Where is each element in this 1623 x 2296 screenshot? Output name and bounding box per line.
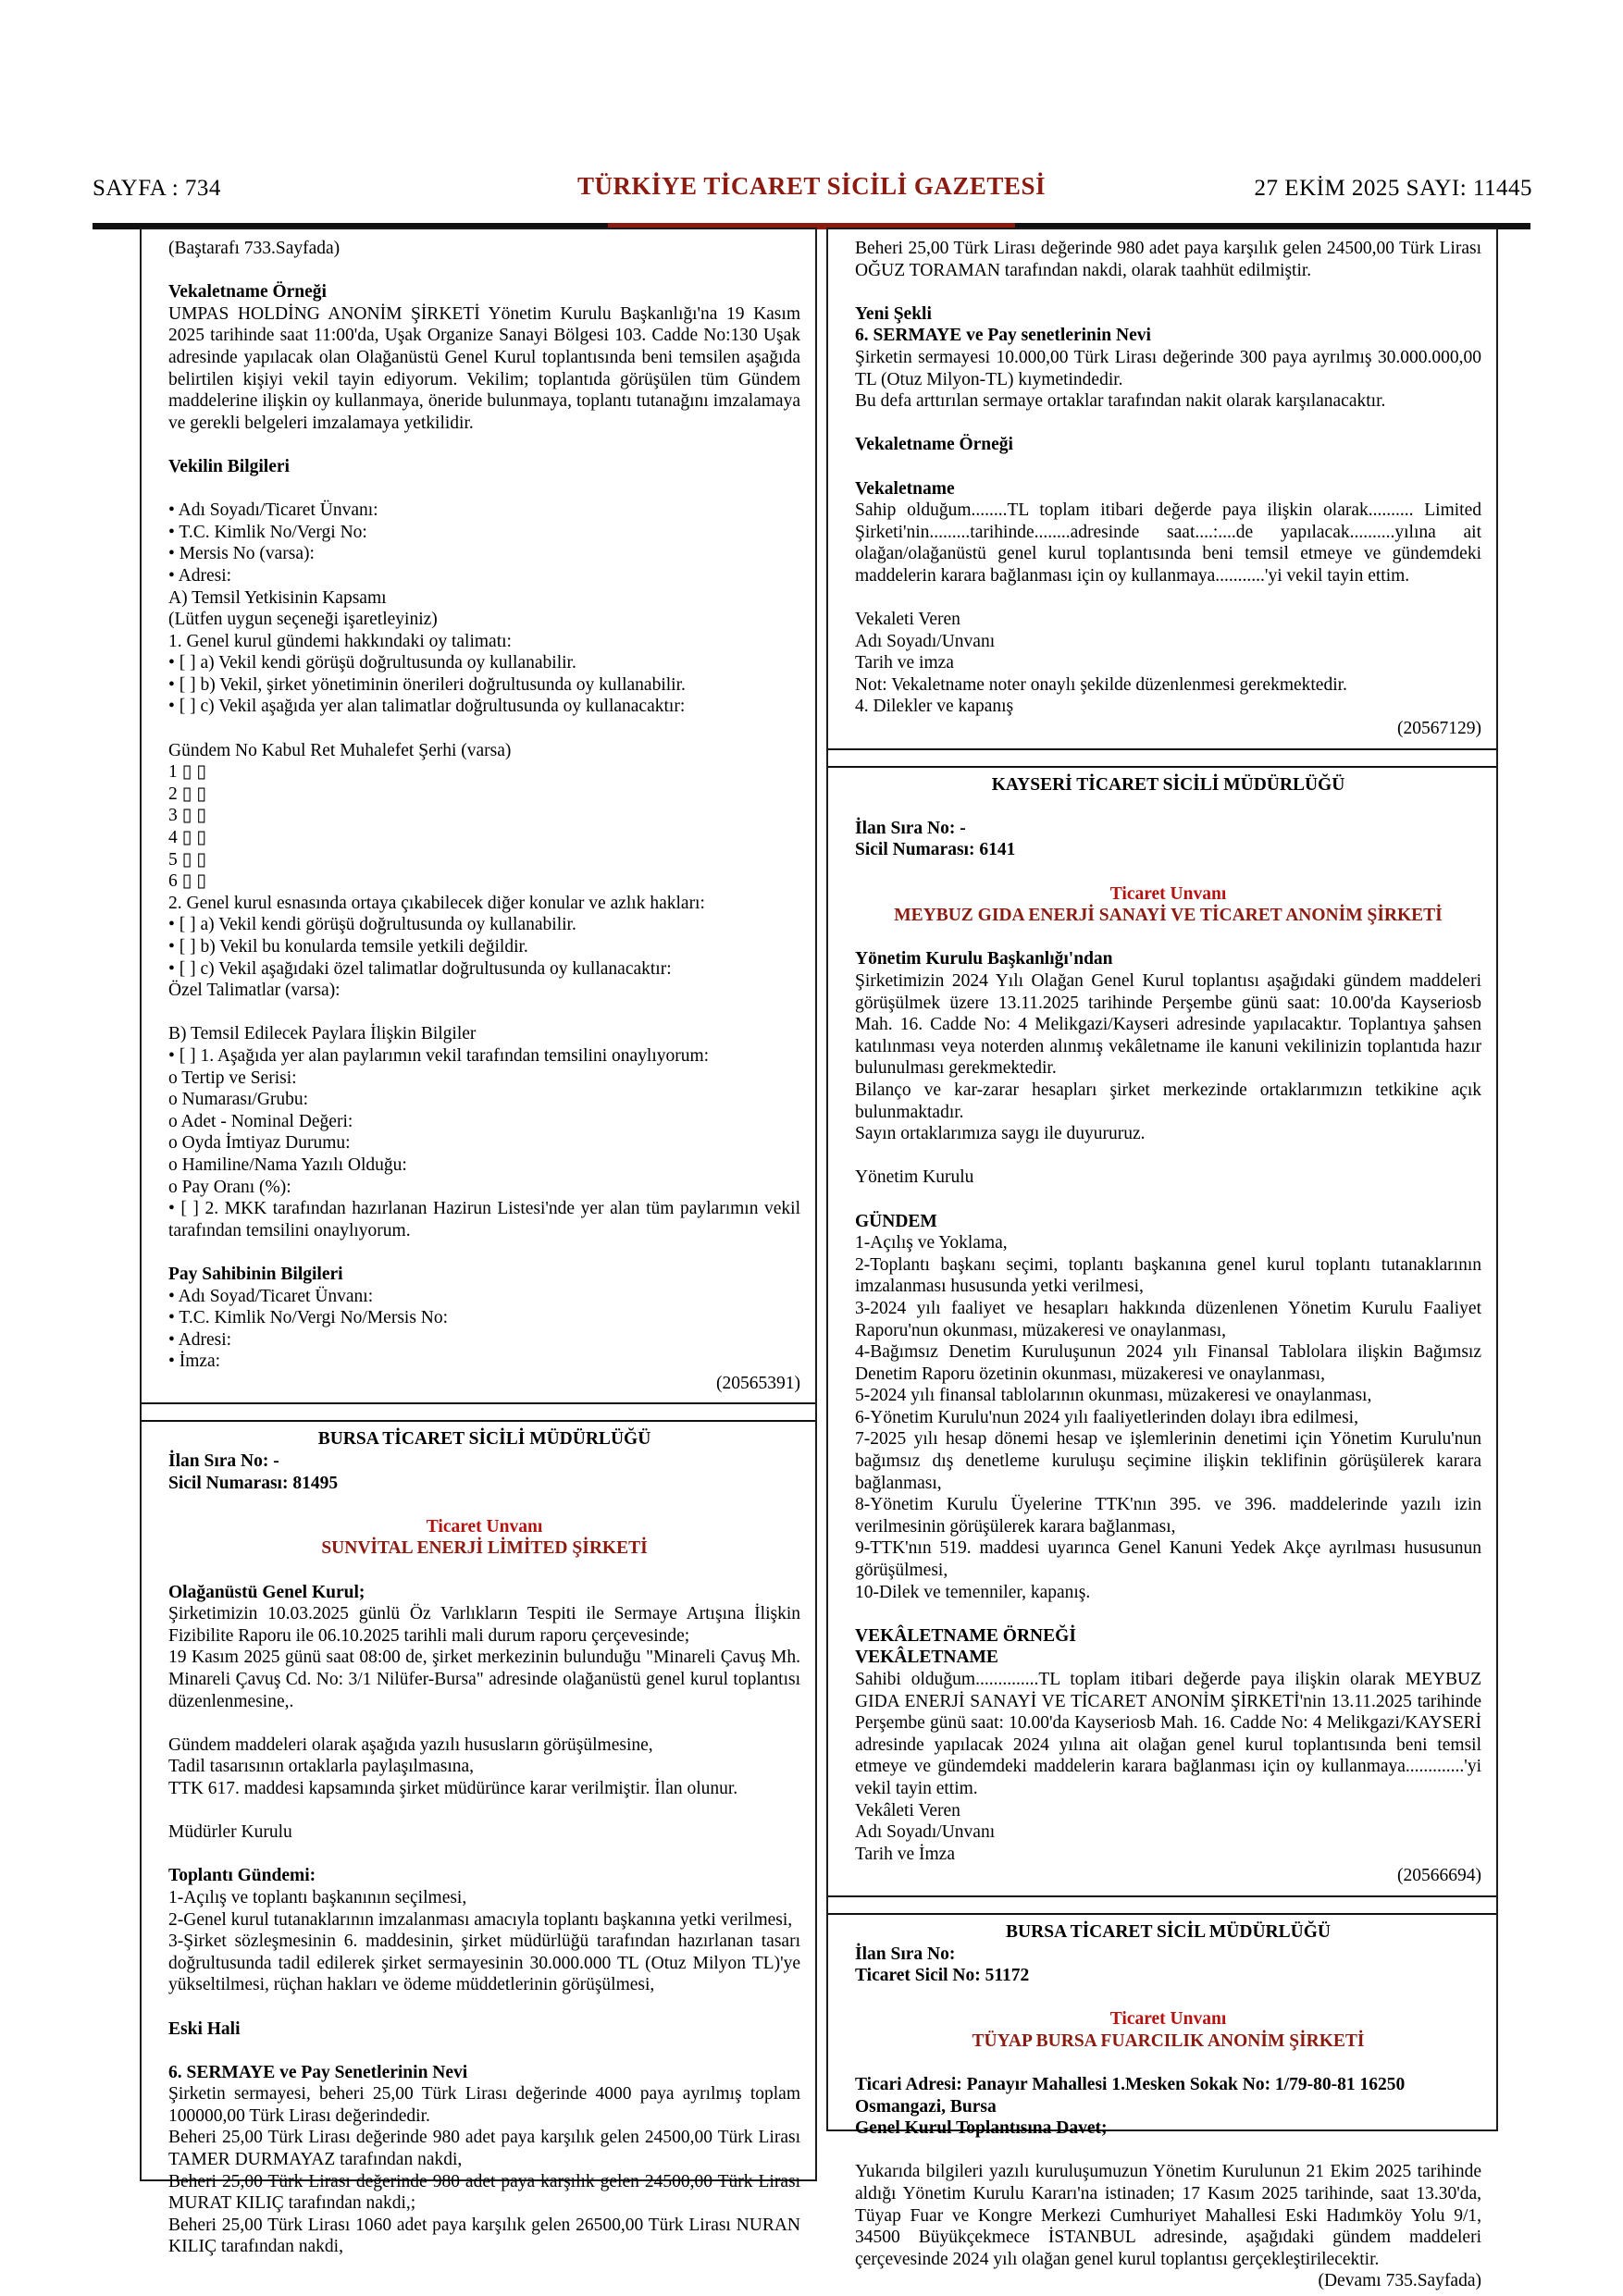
spacer [855,1603,1481,1625]
paragraph: Bilanço ve kar-zarar hesapları şirket merkezinde ortaklarımızın tetkikine açık bulunmaktadır. [855,1080,1481,1122]
page-number-label: SAYFA : 734 [93,176,221,201]
section-heading: Vekaletname Örneği [855,435,1013,455]
spacer [855,456,1481,478]
section-heading: Ticari Adresi: Panayır Mahallesi 1.Mesken Sokak No: 1/79-80-81 16250 Osmangazi, Bursa [855,2075,1406,2117]
text-line: A) Temsil Yetkisinin Kapsamı [168,587,387,608]
paragraph: 3-2024 yılı faaliyet ve hesapları hakkında düzenlenen Yönetim Kurulu Faaliyet Raporu'nun okunması, müzakeresi ve onaylanması, [855,1298,1481,1340]
paragraph: Gündem maddeleri olarak aşağıda yazılı hususların görüşülmesine, [168,1734,653,1755]
paragraph: Sahibi olduğum..............TL toplam itibari değerde paya ilişkin olarak MEYBUZ GIDA ENERJİ SANAYİ VE TİCARET ANONİM ŞİRKETİ'nin 13.11.2025 tarihinde Perşembe günü saat: 10.00'da Kayseriosb Mah. 16. Cadde No: 4 Melikgazi/KAYSERİ adresinde yapılacak 2024 yılına ait olağan genel kurul toplantısında beni temsil etmeye ve gündemdeki maddelerin karara bağlanması için oy kullanmaya.............'yi vekil tayin ettim. [855,1670,1481,1798]
spacer [168,2040,800,2062]
paragraph: Sayın ortaklarımıza saygı ile duyururuz. [855,1124,1146,1144]
paragraph: 7-2025 yılı hesap dönemi hesap ve işlemlerinin denetimi için Yönetim Kurulu'nun bağımsız dış denetleme kuruluşu seçimine ilişkin teklifinin görüşülerek karara bağlanması, [855,1429,1481,1493]
section-heading: İlan Sıra No: - [168,1451,279,1472]
text-line: 4 ▯ ▯ [168,828,206,848]
section-heading: Pay Sahibinin Bilgileri [168,1264,343,1284]
paragraph: Beheri 25,00 Türk Lirası değerinde 980 adet paya karşılık gelen 24500,00 Türk Lirası MURAT KILIÇ tarafından nakdi,; [168,2171,800,2214]
announcement-number: (20566694) [1397,1866,1481,1886]
section-heading: Sicil Numarası: 6141 [855,840,1016,860]
issue-date-label: 27 EKİM 2025 SAYI: 11445 [1254,176,1532,201]
spacer [855,281,1481,303]
text-line: Gündem No Kabul Ret Muhalefet Şerhi (varsa) [168,740,512,760]
section-heading: Vekaletname [855,478,955,499]
registry-office-title: BURSA TİCARET SİCİLİ MÜDÜRLÜĞÜ [317,1429,651,1450]
spacer [168,1800,800,1822]
text-line: • [ ] a) Vekil kendi görüşü doğrultusunda oy kullanabilir. [168,915,576,935]
section-divider [828,1895,1496,1915]
section-heading: GÜNDEM [855,1211,937,1231]
text-line: Tarih ve imza [855,653,954,673]
paragraph: 2. Genel kurul esnasında ortaya çıkabilecek diğer konular ve azlık hakları: [168,893,705,913]
text-line: 10-Dilek ve temenniler, kapanış. [855,1582,1091,1602]
text-line: • Adı Soyadı/Ticaret Ünvanı: [168,500,378,521]
paragraph: Şirketin sermayesi 10.000,00 Türk Lirası değerinde 300 paya ayrılmış 30.000.000,00 TL (Otuz Milyon-TL) kıymetindedir. [855,347,1481,389]
text-line: 3 ▯ ▯ [168,806,206,826]
spacer [168,1844,800,1866]
spacer [855,796,1481,818]
text-line: 1-Açılış ve toplantı başkanının seçilmesi, [168,1887,467,1907]
section-heading: Yönetim Kurulu Başkanlığı'ndan [855,949,1113,969]
text-line: o Pay Oranı (%): [168,1177,291,1197]
paragraph: 19 Kasım 2025 günü saat 08:00 de, şirket merkezinin bulunduğu "Minareli Çavuş Mh. Minareli Çavuş Cd. No: 3/1 Nilüfer-Bursa" adresinde olağanüstü genel kurul toplantısı düzenlenmesine,. [168,1648,800,1711]
spacer [168,1494,800,1516]
text-line: o Adet - Nominal Değeri: [168,1111,353,1131]
section-heading: Sicil Numarası: 81495 [168,1473,339,1493]
spacer [168,478,800,500]
trade-name-label: Ticaret Unvanı [426,1516,543,1537]
section-heading: Ticaret Sicil No: 51172 [855,1966,1030,1986]
text-line: • [ ] b) Vekil bu konularda temsile yetkili değildir. [168,937,528,957]
section-heading: Vekaletname Örneği [168,282,327,302]
announcement-number: (20565391) [716,1373,800,1393]
spacer [168,434,800,456]
section-heading: Genel Kurul Toplantısına Davet; [855,2118,1108,2139]
section-heading: Yeni Şekli [855,303,932,324]
masthead-title: TÜRKİYE TİCARET SİCİLİ GAZETESİ [577,172,1046,200]
paragraph: Beheri 25,00 Türk Lirası değerinde 980 adet paya karşılık gelen 24500,00 Türk Lirası OĞUZ TORAMAN tarafından nakdi, olarak taahhüt edilmiştir. [855,239,1481,280]
text-line: o Oyda İmtiyaz Durumu: [168,1133,351,1154]
paragraph: UMPAS HOLDİNG ANONİM ŞİRKETİ Yönetim Kurulu Başkanlığı'na 19 Kasım 2025 tarihinde saat 11:00'da, Uşak Organize Sanayi Bölgesi 103. Cadde No:130 Uşak adresinde yapılacak olan Olağanüstü Genel Kurul toplantısında beni temsilen aşağıda belirtilen kişiyi vekil tayin ediyorum. Vekilim; toplantıda görüşülen tüm Gündem maddelerine ilişkin oy kullanmaya, öneride bulunmaya, toplantı tutanağını imzalamaya ve gerekli belgeleri imzalamaya yetkilidir. [168,303,800,433]
spacer [168,718,800,740]
paragraph: Şirketimizin 10.03.2025 günlü Öz Varlıkların Tespiti ile Sermaye Artışına İlişkin Fizibilite Raporu ile 06.10.2025 tarihli mali durum raporu çerçevesinde; [168,1604,800,1646]
announcement-number: (20567129) [1397,719,1481,739]
spacer [855,413,1481,435]
paragraph: Şirketimizin 2024 Yılı Olağan Genel Kurul toplantısı aşağıdaki gündem maddeleri görüşülmek üzere 13.11.2025 tarihinde Perşembe günü saat: 10.00'da Kayseriosb Mah. 16. Cadde No: 4 Melikgazi/Kayseri adresinde yapılacaktır. Toplantıya şahsen katılınması veya noterden alınmış vekâletname ile kanuni vekilinizin toplantıda hazır bulunulması gerekmektedir. [855,971,1481,1079]
text-line: 1 ▯ ▯ [168,762,206,783]
text-line: 5 ▯ ▯ [168,849,206,870]
paragraph: Şirketin sermayesi, beheri 25,00 Türk Lirası değerinde 4000 paya ayrılmış toplam 100000,00 Türk Lirası değerindedir. [168,2084,800,2126]
paragraph: 8-Yönetim Kurulu Üyelerine TTK'nın 395. ve 396. maddelerinde yazılı izin verilmesinin görüşülerek karara bağlanması, [855,1495,1481,1537]
text-line: • Mersis No (varsa): [168,544,315,564]
paragraph: 6-Yönetim Kurulu'nun 2024 yılı faaliyetlerinden dolayı ibra edilmesi, [855,1407,1358,1427]
section-heading: Toplantı Gündemi: [168,1866,316,1886]
company-name: SUNVİTAL ENERJİ LİMİTED ŞİRKETİ [321,1538,648,1559]
paragraph: 5-2024 yılı finansal tablolarının okunması, müzakeresi ve onaylanması, [855,1386,1372,1406]
paragraph: 3-Şirket sözleşmesinin 6. maddesinin, şirket müdürlüğü tarafından hazırlanan tasarı doğrultusunda tadil edilerek şirket sermayesinin 30.000.000 TL (Otuz Milyon TL)'ye yükseltilmesi, rüçhan hakları ve ödeme müddetlerinin görüşülmesi, [168,1932,800,1995]
section-divider [142,1402,815,1422]
text-line: o Hamiline/Nama Yazılı Olduğu: [168,1154,407,1175]
spacer [168,1560,800,1582]
text-line: Yönetim Kurulu [855,1167,974,1188]
left-column [140,228,817,2257]
text-line: (Lütfen uygun seçeneği işaretleyiniz) [168,610,438,630]
text-line: 6 ▯ ▯ [168,871,206,892]
paragraph: • [ ] 2. MKK tarafından hazırlanan Hazirun Listesi'nde yer alan tüm paylarımın vekil tarafından temsilini onaylıyorum. [168,1199,800,1241]
text-line: Özel Talimatlar (varsa): [168,981,341,1001]
text-line: o Numarası/Grubu: [168,1090,309,1110]
announcement-number: (Devamı 735.Sayfada) [1318,2271,1481,2291]
text-line: • T.C. Kimlik No/Vergi No: [168,522,367,542]
paragraph: Sahip olduğum........TL toplam itibari değerde paya ilişkin olarak.......... Limited Şirketi'nin.........tarihinde........adresinde saat....:....de yapılacak..........yılına ait olağan/olağanüstü genel kurul toplantısında beni temsil etmeye ve gündemdeki maddelerin karara bağlanması için oy kullanmaya...........'yi vekil tayin ettim. [855,500,1481,586]
spacer [855,2053,1481,2075]
paragraph: 9-TTK'nın 519. maddesi uyarınca Genel Kanuni Yedek Akçe ayrılması hususunun görüşülmesi, [855,1538,1481,1581]
section-heading: 6. SERMAYE ve Pay senetlerinin Nevi [855,326,1151,346]
spacer [855,1145,1481,1167]
text-line: (Baştarafı 733.Sayfada) [168,239,341,258]
text-line: 1. Genel kurul gündemi hakkındaki oy talimatı: [168,631,512,651]
company-name: TÜYAP BURSA FUARCILIK ANONİM ŞİRKETİ [972,2031,1365,2051]
paragraph: Beheri 25,00 Türk Lirası değerinde 980 adet paya karşılık gelen 24500,00 Türk Lirası TAMER DURMAYAZ tarafından nakdi, [168,2128,800,2170]
paragraph: 4-Bağımsız Denetim Kuruluşunun 2024 yılı Finansal Tablolara ilişkin Bağımsız Denetim Raporu özetinin okunması, müzakeresi ve onaylanması, [855,1342,1481,1384]
text-line: Adı Soyadı/Unvanı [855,631,996,651]
text-line: • Adresi: [168,565,232,586]
section-heading: İlan Sıra No: [855,1944,956,1964]
spacer [168,1002,800,1024]
text-line: • İmza: [168,1352,221,1372]
text-line: 2 ▯ ▯ [168,784,206,804]
text-line: Müdürler Kurulu [168,1822,292,1843]
text-line: Not: Vekaletname noter onaylı şekilde düzenlenmesi gerekmektedir. [855,674,1347,695]
spacer [855,1987,1481,2009]
paragraph: 2-Genel kurul tutanaklarının imzalanması amacıyla toplantı başkanına yetki verilmesi, [168,1909,793,1930]
registry-office-title: KAYSERİ TİCARET SİCİLİ MÜDÜRLÜĞÜ [991,774,1345,795]
text-line: • T.C. Kimlik No/Vergi No/Mersis No: [168,1308,449,1328]
paragraph: TTK 617. maddesi kapsamında şirket müdürünce karar verilmiştir. İlan olunur. [168,1778,738,1798]
paragraph: Beheri 25,00 Türk Lirası 1060 adet paya karşılık gelen 26500,00 Türk Lirası NURAN KILIÇ tarafından nakdi, [168,2215,800,2257]
spacer [855,1189,1481,1211]
spacer [855,2140,1481,2162]
text-line: • [ ] b) Vekil, şirket yönetiminin önerileri doğrultusunda oy kullanabilir. [168,674,686,695]
spacer [168,1712,800,1734]
section-heading: Olağanüstü Genel Kurul; [168,1582,365,1602]
paragraph: Yukarıda bilgileri yazılı kuruluşumuzun Yönetim Kurulunun 21 Ekim 2025 tarihinde aldığı Yönetim Kurulu Kararı'na istinaden; 17 Kasım 2025 tarihinde, saat 13.30'da, Tüyap Fuar ve Kongre Merkezi Cumhuriyet Mahallesi Eski Hadımköy Yolu 9/1, 34500 Büyükçekmece İSTANBUL adresinde, aşağıdaki gündem maddeleri çerçevesinde 2024 yılı olağan genel kurul toplantısı gerçekleştirilecektir. [855,2162,1481,2269]
spacer [855,861,1481,883]
text-line: o Tertip ve Serisi: [168,1068,297,1088]
text-line: Vekâleti Veren [855,1800,960,1821]
section-divider [828,748,1496,768]
text-line: Vekaleti Veren [855,610,960,630]
trade-name-label: Ticaret Unvanı [1109,2009,1227,2030]
paragraph: Tadil tasarısının ortaklarla paylaşılmasına, [168,1757,475,1777]
section-heading: Vekilin Bilgileri [168,456,290,476]
paragraph: Bu defa arttırılan sermaye ortaklar tarafından nakit olarak karşılanacaktır. [855,391,1386,412]
text-line: Tarih ve İmza [855,1844,955,1864]
text-line: • [ ] c) Vekil aşağıdaki özel talimatlar doğrultusunda oy kullanacaktır: [168,958,672,979]
text-line: B) Temsil Edilecek Paylara İlişkin Bilgiler [168,1024,477,1044]
section-heading: İlan Sıra No: - [855,818,966,838]
text-line: • Adresi: [168,1329,232,1350]
text-line: 4. Dilekler ve kapanış [855,697,1014,717]
registry-office-title: BURSA TİCARET SİCİL MÜDÜRLÜĞÜ [1006,1921,1331,1942]
text-line: • [ ] c) Vekil aşağıda yer alan talimatlar doğrultusunda oy kullanacaktır: [168,697,686,717]
section-heading: 6. SERMAYE ve Pay Senetlerinin Nevi [168,2062,468,2082]
spacer [168,1241,800,1264]
section-heading: VEKÂLETNAME ÖRNEĞİ [855,1625,1076,1646]
text-line: 1-Açılış ve Yoklama, [855,1233,1008,1253]
spacer [168,260,800,282]
spacer [855,587,1481,610]
trade-name-label: Ticaret Unvanı [1109,883,1227,904]
spacer [168,1996,800,2018]
spacer [855,927,1481,949]
text-line: • [ ] a) Vekil kendi görüşü doğrultusunda oy kullanabilir. [168,653,576,673]
right-column [826,228,1498,2291]
section-heading: VEKÂLETNAME [855,1648,998,1668]
section-heading: Eski Hali [168,2018,241,2039]
paragraph: 2-Toplantı başkanı seçimi, toplantı başkanına genel kurul toplantı tutanaklarının imzalanması hususunda yetki verilmesi, [855,1254,1481,1297]
text-line: • Adı Soyad/Ticaret Ünvanı: [168,1286,374,1306]
paragraph: • [ ] 1. Aşağıda yer alan paylarımın vekil tarafından temsilini onaylıyorum: [168,1045,710,1066]
text-line: Adı Soyadı/Unvanı [855,1822,996,1843]
company-name: MEYBUZ GIDA ENERJİ SANAYİ VE TİCARET ANONİM ŞİRKETİ [894,906,1443,926]
